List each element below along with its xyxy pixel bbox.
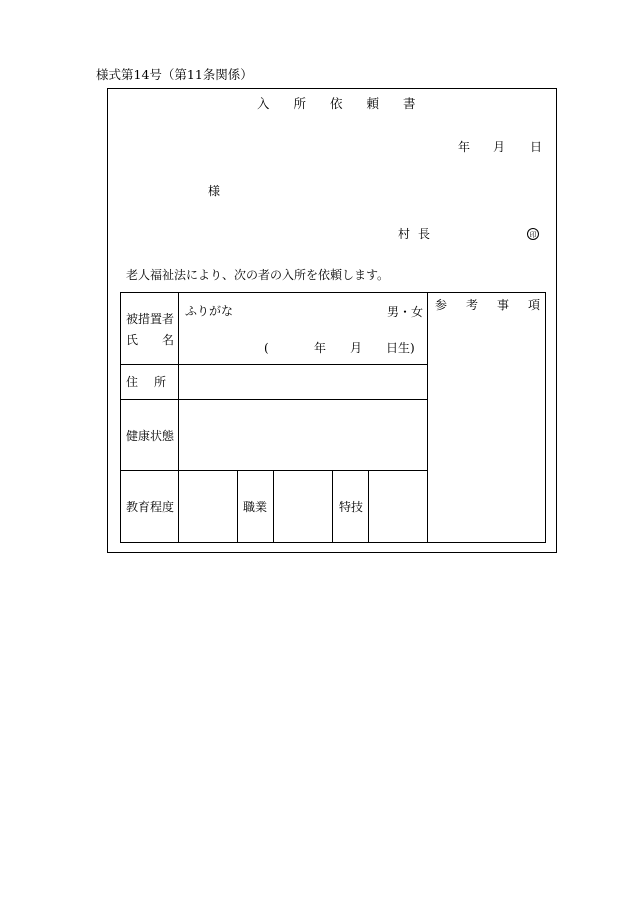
furigana-label: ふりがな xyxy=(185,304,234,318)
notes-label: 参考事項 xyxy=(435,298,560,312)
table-line xyxy=(120,542,546,543)
health-label: 健康状態 xyxy=(126,429,175,443)
date-day-label: 日 xyxy=(530,140,543,154)
table-line xyxy=(120,399,428,400)
sender-title: 村長 xyxy=(398,227,439,241)
table-line xyxy=(120,292,121,543)
table-line xyxy=(332,470,333,542)
seal-mark: 印 xyxy=(527,228,539,240)
person-label: 被措置者 xyxy=(126,312,175,326)
occupation-label: 職業 xyxy=(243,500,268,514)
table-line xyxy=(368,470,369,542)
table-line xyxy=(120,364,428,365)
table-line xyxy=(273,470,274,542)
addressee-suffix: 様 xyxy=(208,184,221,198)
birthdate-open-paren: ( xyxy=(264,341,269,355)
table-line xyxy=(120,292,546,293)
intro-text: 老人福祉法により、次の者の入所を依頼します。 xyxy=(126,268,390,282)
table-line xyxy=(545,292,546,543)
birthdate-year-label: 年 xyxy=(314,341,327,355)
name-label: 氏 名 xyxy=(126,333,175,347)
skill-label: 特技 xyxy=(339,500,364,514)
date-month-label: 月 xyxy=(493,140,506,154)
table-line xyxy=(237,470,238,542)
form-number-label: 様式第14号（第11条関係） xyxy=(96,67,253,82)
document-title: 入所依頼書 xyxy=(257,96,440,111)
table-line xyxy=(427,292,428,543)
birthdate-month-label: 月 xyxy=(350,341,363,355)
education-label: 教育程度 xyxy=(126,500,175,514)
table-line xyxy=(178,292,179,543)
birthdate-day-label: 日生) xyxy=(386,341,415,355)
table-line xyxy=(120,470,428,471)
address-label: 住所 xyxy=(126,375,183,389)
gender-label: 男・女 xyxy=(387,305,424,319)
date-year-label: 年 xyxy=(458,140,471,154)
